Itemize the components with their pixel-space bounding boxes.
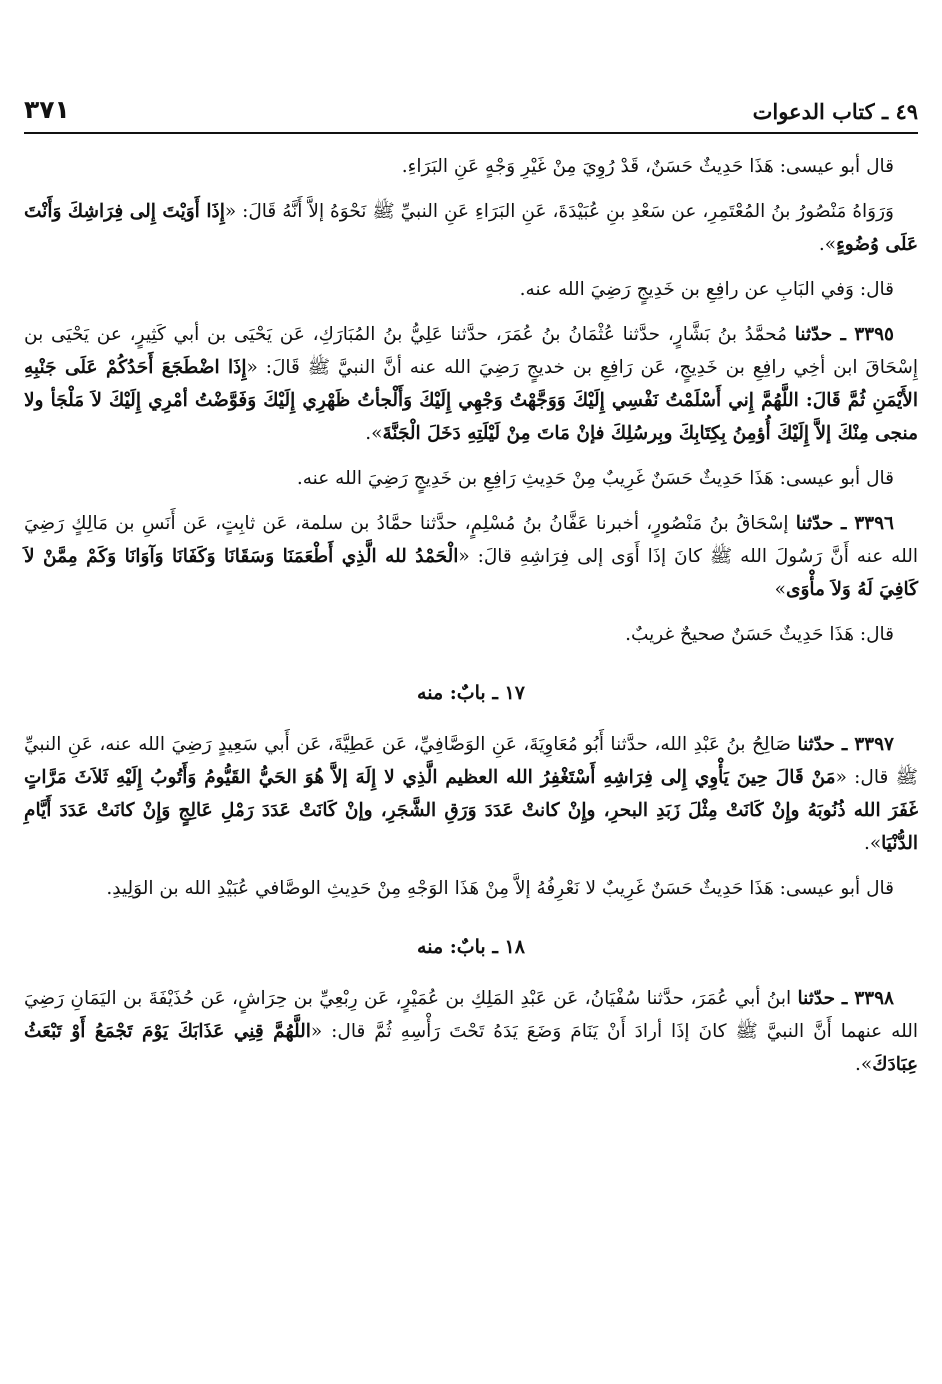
paragraph-text: ».: [818, 234, 837, 255]
paragraph-text: »: [774, 579, 786, 600]
chapter-heading-17: ١٧ ـ بابٌ: منه: [417, 682, 525, 704]
hadith-3398: [24, 982, 918, 1081]
paragraph-text: قال أبو عيسى: هَذَا حَدِيثٌ حَسَنٌ غَرِيبٌ لا نَعْرِفُهُ إلاَّ مِنْ هَذَا الوَجْهِ مِنْ حَدِيثِ الوصَّافي عُبَيْدِ الله بن الوَلِيدِ.: [106, 878, 894, 899]
paragraph-text: وَرَوَاهُ مَنْصُورُ بنُ المُعْتَمِرِ، عن سَعْدِ بنِ عُبَيْدَةَ، عَنِ البَرَاءِ عَنِ النبيِّ ﷺ نَحْوَهُ إلاَّ أَنَّهُ قَالَ: «: [224, 201, 894, 222]
book-title: ٤٩ ـ كتاب الدعوات: [752, 99, 918, 124]
hadith-number: ٣٣٩٦ ـ حدّثنا: [795, 513, 894, 534]
page-number: ٣٧١: [24, 95, 70, 124]
hadith-isnad: إسْحَاقُ بنُ مَنْصُورٍ، أخبرنا عَفَّانُ بنُ مُسْلِمٍ، حدَّثنا حمَّادُ بن سلمة، عَن ثابِتٍ، عَن أَنَسِ بن مَالِكٍ رَضِيَ الله عنه أَنَّ رَسُولَ الله ﷺ كانَ إذَا أَوَى إلى فِرَاشِهِ قالَ: «: [24, 513, 918, 567]
paragraph-text: قال: وَفي البَابِ عن رافِعِ بن خَدِيجٍ رَضِيَ الله عنه.: [519, 279, 894, 300]
paragraph-text: قال أبو عيسى: هَذَا حَدِيثٌ حَسَنٌ، قَدْ رُوِيَ مِنْ غَيْرِ وَجْهٍ عَنِ البَرَاءِ.: [401, 156, 894, 177]
paragraph-abu-isa-1: [24, 150, 918, 183]
hadith-quote: إِذَا أَوَيْتَ إِلى فِرَاشِكَ وَأَنْتَ عَلَى وُضُوءٍ: [24, 201, 918, 255]
hadith-number: ٣٣٩٥ ـ حدّثنا: [794, 324, 894, 345]
paragraph-text: ».: [365, 423, 383, 444]
running-header: [24, 80, 918, 124]
page-body: [24, 150, 918, 1093]
hadith-number: ٣٣٩٨ ـ حدّثنا: [797, 988, 894, 1009]
header-rule: [24, 132, 918, 134]
hadith-3397: [24, 728, 918, 860]
hadith-3396: [24, 507, 918, 606]
paragraph-abu-isa-3: [24, 618, 918, 651]
paragraph-text: ».: [863, 833, 882, 854]
hadith-isnad: مُحمَّدُ بنُ بَشَّارٍ، حدَّثنا عُثْمَانُ بنُ عُمَرَ، حدَّثنا عَلِيُّ بنُ المُبَارَكِ، عَن يَحْيَى بن أبي كَثِيرٍ، عن يَحْيَى بن إِسْحَاقَ ابن أخِي رافِعِ بن خَدِيجٍ، عَن رَافِعِ بن خديجٍ رَضِيَ الله عنه أنَّ النبيَّ ﷺ قَالَ: «: [24, 324, 918, 378]
paragraph-mansur-narration: [24, 195, 918, 261]
hadith-isnad: صَالِحُ بنُ عَبْدِ الله، حدَّثنا أَبُو مُعَاوِيَةَ، عَنِ الوَصَّافِيِّ، عَن عَطِيَّةَ، عَن أَبي سَعِيدٍ رَضِيَ الله عنه، عَنِ النبيِّ ﷺ قال: «: [24, 734, 918, 788]
chapter-heading-18: ١٨ ـ بابٌ: منه: [417, 936, 525, 958]
paragraph-abu-isa-2: [24, 462, 918, 495]
hadith-3395: [24, 318, 918, 450]
paragraph-text: قال: هَذَا حَدِيثٌ حَسَنٌ صحيحٌ غريبٌ.: [625, 624, 894, 645]
hadith-matn: الْحَمْدُ لله الَّذِي أَطْعَمَنَا وَسَقَانَا وَكَفَانَا وَآوَانَا وَكَمْ مِمَّنْ لاَ كَافِيَ لَهُ وَلاَ مأْوَى: [24, 546, 918, 600]
hadith-matn: اللَّهُمَّ قِنِي عَذَابَكَ يَوْمَ تَجْمَعُ أَوْ تَبْعَثُ عِبَادَكَ: [24, 1021, 918, 1075]
paragraph-text: ».: [855, 1054, 873, 1075]
hadith-number: ٣٣٩٧ ـ حدّثنا: [797, 734, 894, 755]
hadith-matn: مَنْ قَالَ حِينَ يَأْوِي إِلى فِرَاشِهِ أَسْتَغْفِرُ الله العظيم الَّذِي لا إِلَهَ إلاَّ هُوَ الحَيُّ القَيُّومُ وَأَتُوبُ إِلَيْهِ ثَلاَثَ مَرَّاتٍ غَفَرَ الله ذُنُوبَهُ وإِنْ كَانَتْ مِثْلَ زَبَدِ البحرِ، وإِنْ كانتْ عَدَدَ وَرَقِ الشَّجَرِ، وإنْ كَانَتْ عَدَدَ رَمْلِ عَالِجٍ وَإِنْ كانَتْ عَدَدَ أَيَّامِ الدُّنْيَا: [24, 767, 918, 854]
paragraph-abu-isa-4: [24, 872, 918, 905]
paragraph-bab-note: [24, 273, 918, 306]
paragraph-text: قال أبو عيسى: هَذَا حَدِيثٌ حَسَنٌ غَرِيبٌ مِنْ حَدِيثِ رَافِعِ بن خَدِيجٍ رَضِيَ الله عنه.: [296, 468, 894, 489]
hadith-isnad: ابنُ أبي عُمَرَ، حدَّثنا سُفْيَانُ، عَن عَبْدِ المَلِكِ بن عُمَيْرٍ، عَن رِبْعِيِّ بن حِرَاشٍ، عَن حُذَيْفَةَ بن اليَمَانِ رَضِيَ الله عنهما أَنَّ النبيَّ ﷺ كانَ إذَا أرادَ أَنْ يَنَامَ وَضَعَ يَدَهُ تَحْتَ رَأْسِهِ ثُمَّ قال: «: [24, 988, 918, 1042]
hadith-matn: إِذَا اضْطَجَعَ أَحَدُكُمْ عَلَى جَنْبِهِ الأَيْمَنِ ثُمَّ قَالَ: اللَّهُمَّ إِني أَسْلَمْتُ نَفْسِي إِلَيْكَ وَوَجَّهْتُ وَجْهِي إِلَيْكَ وَأَلْجأتُ ظَهْرِي إِلَيْكَ وَفَوَّضْتُ أمْرِي إِلَيْكَ لاَ مَلْجَأ ولا منجى مِنْكَ إلاَّ إِلَيْكَ أُؤمِنُ بِكِتَابِكَ وبِرسُلِكَ فإنْ مَاتَ مِنْ لَيْلَتِهِ دَخَلَ الْجَنَّةَ: [24, 357, 918, 444]
